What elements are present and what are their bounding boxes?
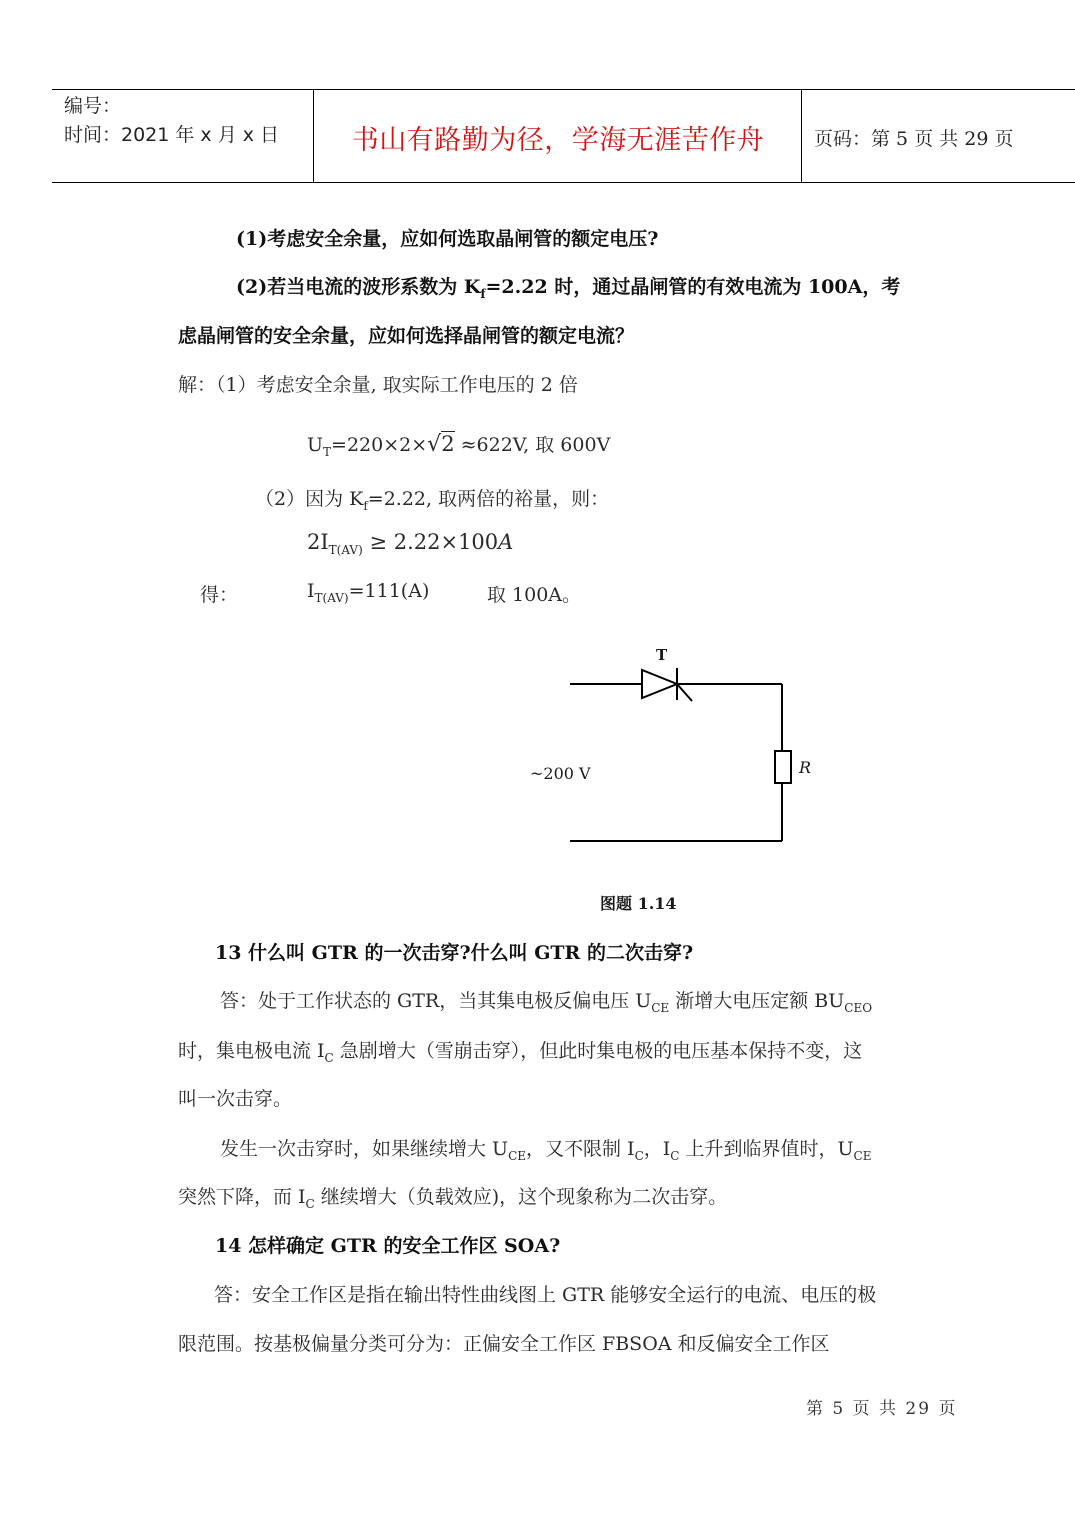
page-current: 5 [896, 128, 909, 150]
q12-part2-line2: 虑晶闸管的安全余量，应如何选择晶闸管的额定电流？ [178, 325, 635, 347]
resistor-icon [775, 751, 791, 783]
header-motto: 书山有路勤为径，学海无涯苦作舟 [351, 125, 765, 156]
equation-ut: $U_T=220\times 2\times√2 \approx 622V$, 取 600V [307, 432, 611, 459]
q12-part1: (1)考虑安全余量，应如何选取晶闸管的额定电压? [236, 228, 659, 250]
q14-p1: 答：安全工作区是指在输出特性曲线图上 GTR 能够安全运行的电流、电压的极 [214, 1284, 877, 1306]
q13-p1-line3: 叫一次击穿。 [178, 1088, 293, 1110]
sqrt-radicand: 2 [441, 432, 455, 456]
sqrt-symbol: √ [427, 432, 442, 457]
q14-title: 14 怎样确定 GTR 的安全工作区 SOA? [215, 1235, 561, 1257]
header-bottom-rule [52, 182, 1075, 183]
q13-p2-line2: 突然下降，而 $I_C$ 继续增大（负载效应)，这个现象称为二次击穿。 [178, 1186, 728, 1211]
q14-p2: 限范围。按基极偏量分类可分为：正偏安全工作区 FBSOA 和反偏安全工作区 [178, 1333, 830, 1355]
equation-result: $I_{T(AV)}=111(A)$ [307, 580, 430, 605]
solution-line2: （2）因为 $K_f=2.22$, 取两倍的裕量，则： [255, 488, 610, 513]
figure-caption: 图题 1.14 [600, 894, 677, 913]
q13-p1-line1: 答：处于工作状态的 GTR，当其集电极反偏电压 $U_{CE}$ 渐增大电压定额 $BU_{CEO}$ [220, 990, 873, 1015]
page-total: 29 [964, 128, 989, 150]
q12-part2: (2)若当电流的波形系数为 $K_f=2.22$ 时，通过晶闸管的有效电流为 100A，考 [236, 276, 901, 301]
q13-p1-line2: 时，集电极电流 $I_C$ 急剧增大（雪崩击穿），但此时集电极的电压基本保持不变，这 [178, 1040, 863, 1065]
source-label: ~200 V [530, 764, 591, 783]
time-label: 时间：2021 年 x 月 x 日 [64, 124, 280, 146]
footer-page-number: 第 5 页 共 29 页 [806, 1399, 958, 1419]
q13-title: 13 什么叫 GTR 的一次击穿?什么叫 GTR 的二次击穿? [215, 942, 694, 964]
header-page-number: 页码：第 5 页 共 29 页 [814, 128, 1014, 150]
q13-p2-line1: 发生一次击穿时，如果继续增大 $U_{CE}$，又不限制 $I_C$，$I_C$ 上升到临界值时，$U_{CE}$ [220, 1138, 872, 1163]
thyristor-gate [677, 684, 692, 701]
solution-line1: 解：（1）考虑安全余量, 取实际工作电压的 2 倍 [178, 374, 578, 396]
thyristor-icon [642, 670, 677, 698]
thyristor-label: T [656, 646, 668, 664]
header-top-rule [52, 89, 1075, 90]
header-info [64, 92, 279, 150]
equation-itav: $2I_{T(AV)} \ge 2.22\times 100A$ [307, 530, 514, 557]
result-choice: 取 100A。 [487, 584, 582, 606]
resistor-label: R [799, 758, 812, 777]
number-label: 编号： [64, 95, 122, 117]
result-label: 得： [200, 584, 239, 606]
